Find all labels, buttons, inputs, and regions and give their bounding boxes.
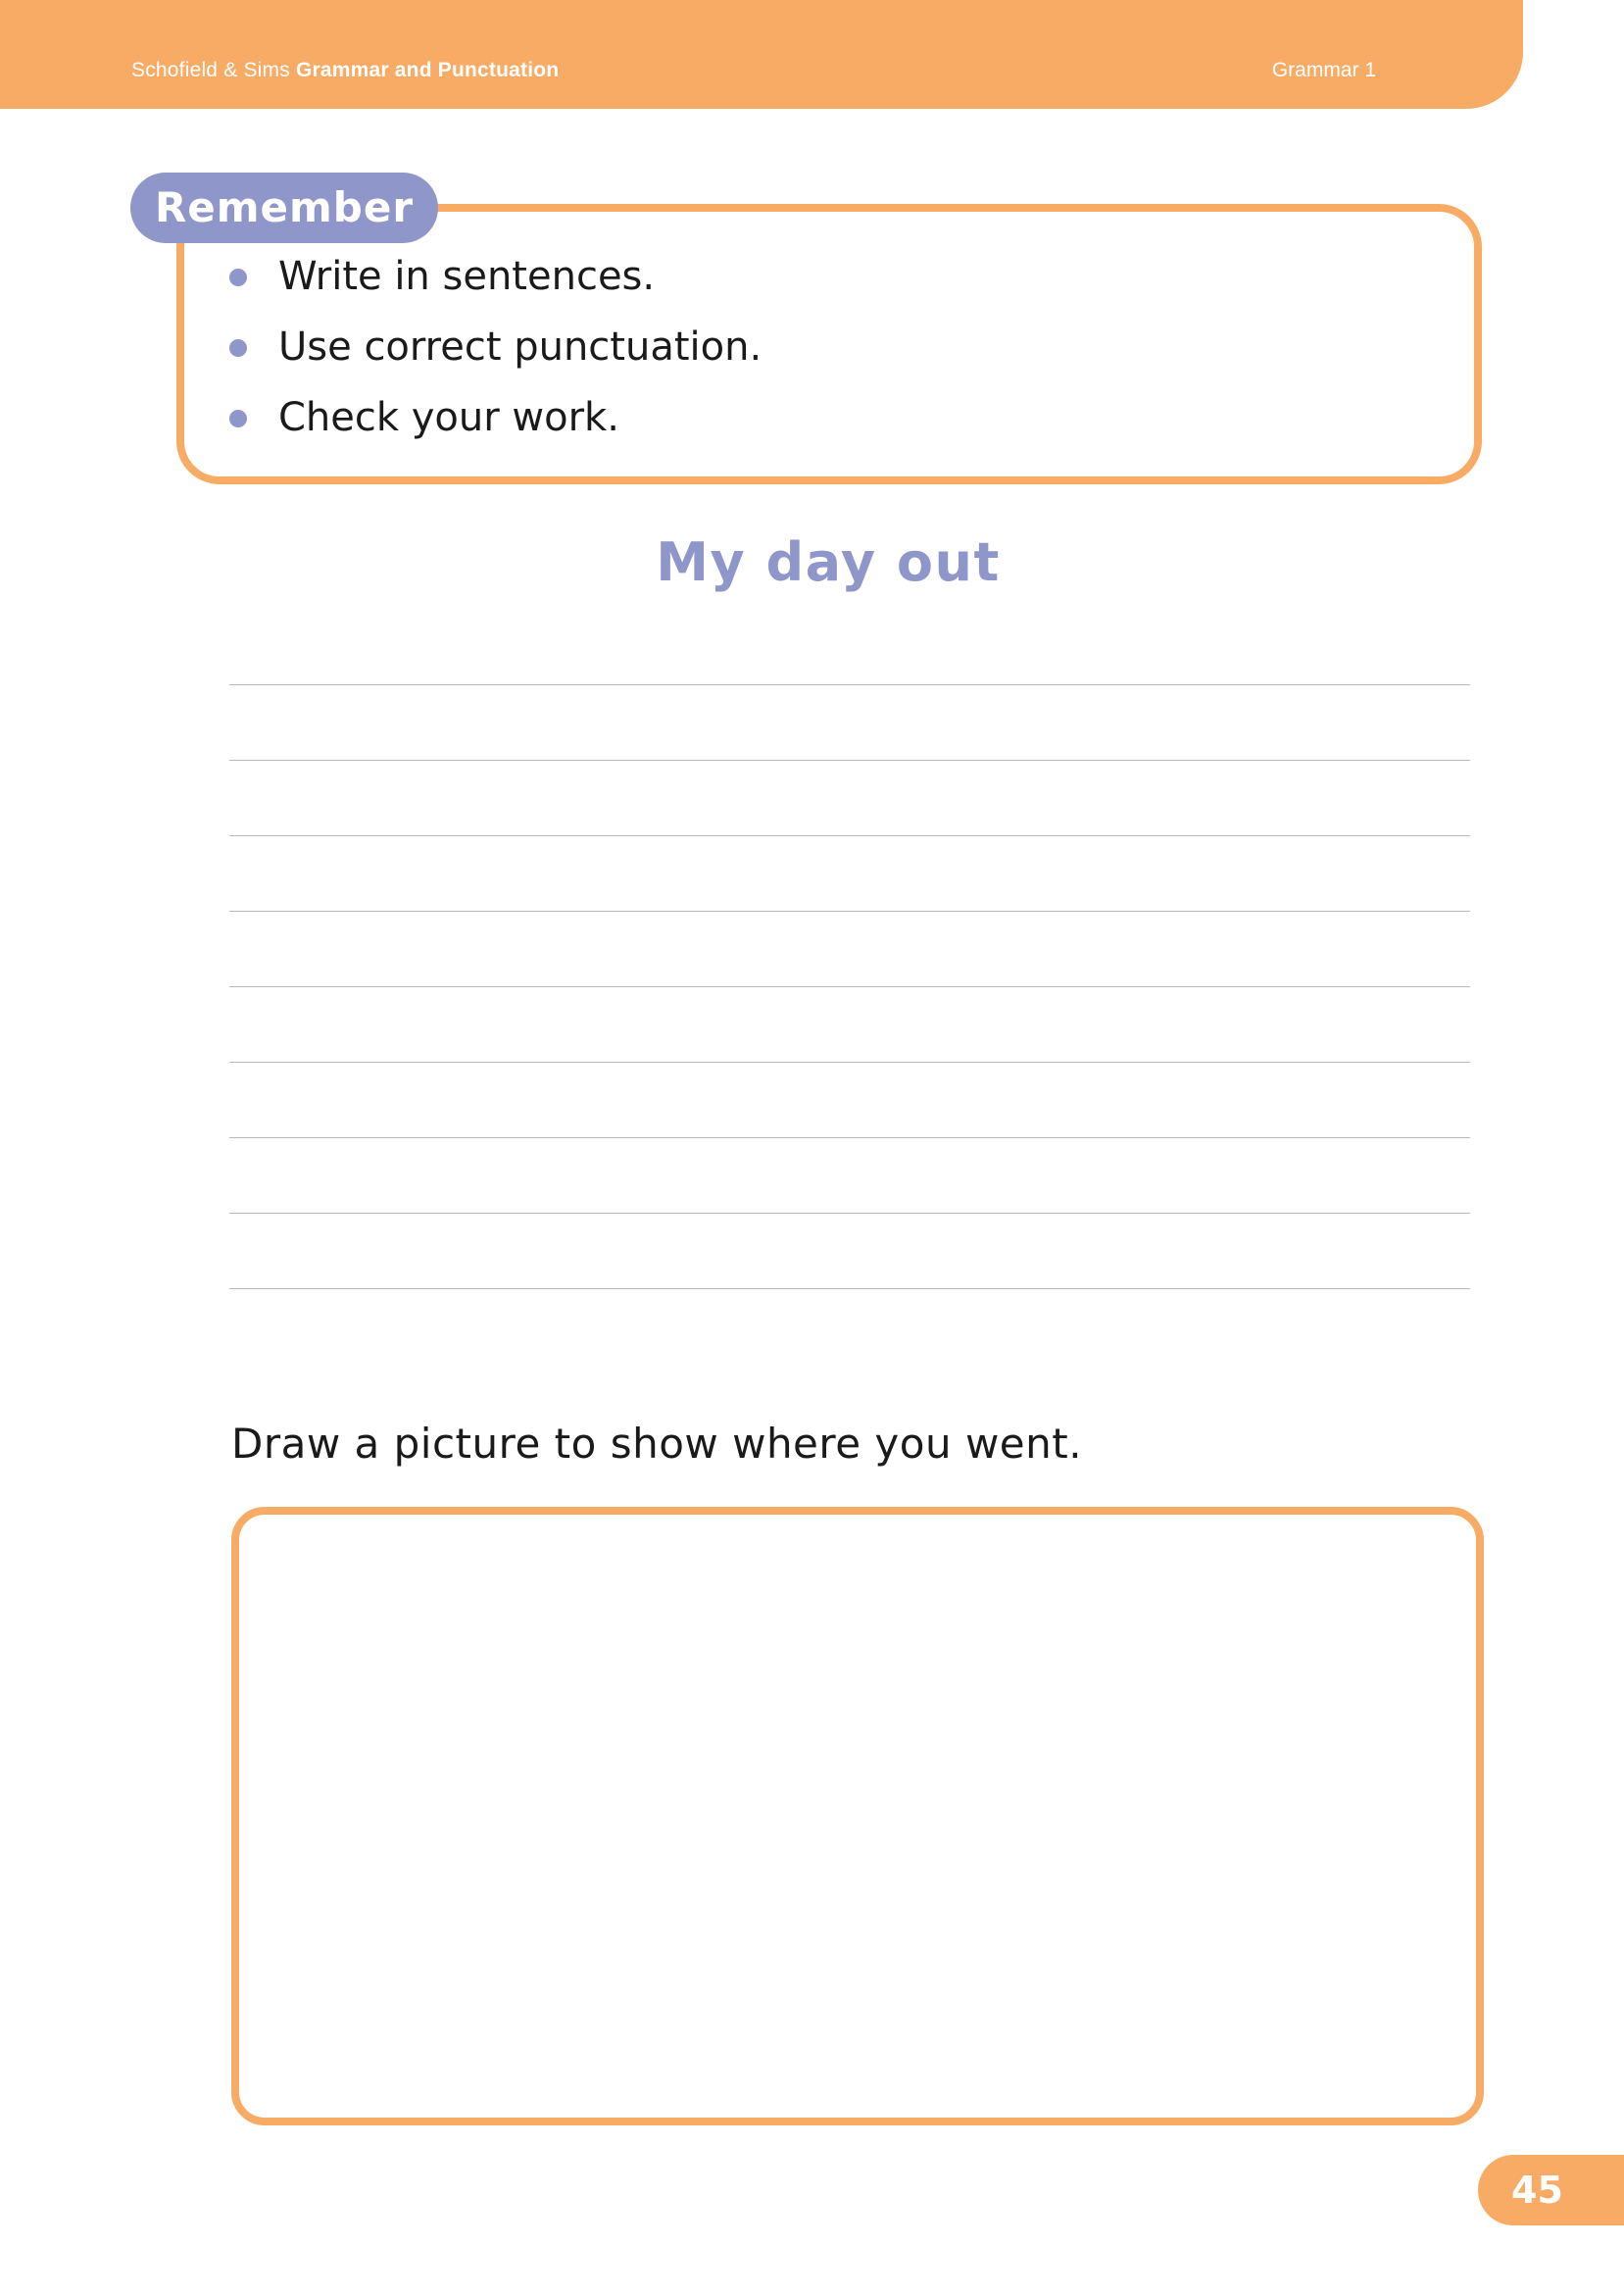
writing-line	[229, 987, 1470, 1063]
writing-line	[229, 761, 1470, 836]
remember-tip-text: Check your work.	[278, 395, 619, 440]
bullet-icon	[229, 339, 247, 357]
header-book-title: Grammar 1	[1271, 59, 1376, 81]
writing-line	[229, 1138, 1470, 1214]
header-series	[131, 59, 559, 82]
bullet-icon	[229, 410, 247, 427]
writing-line	[229, 1214, 1470, 1289]
remember-tip-text: Use correct punctuation.	[278, 324, 763, 370]
page-number: 45	[1478, 2155, 1624, 2225]
remember-tip-text: Write in sentences.	[278, 254, 656, 299]
bullet-icon	[229, 269, 247, 286]
remember-tips-list	[225, 245, 762, 457]
writing-line	[229, 685, 1470, 761]
header-publisher: Schofield & Sims	[131, 59, 290, 81]
remember-tip	[225, 386, 762, 457]
writing-line	[229, 1063, 1470, 1138]
writing-area[interactable]	[229, 684, 1470, 1289]
header-series-title: Grammar and Punctuation	[295, 59, 560, 81]
page-title: My day out	[656, 531, 1001, 593]
drawing-box[interactable]	[231, 1507, 1484, 2125]
header-band	[0, 0, 1523, 109]
writing-line	[229, 912, 1470, 987]
remember-tip	[225, 245, 762, 316]
remember-label: Remember	[130, 173, 438, 243]
writing-line	[229, 836, 1470, 912]
draw-instruction: Draw a picture to show where you went.	[231, 1420, 1083, 1468]
remember-tip	[225, 316, 762, 386]
